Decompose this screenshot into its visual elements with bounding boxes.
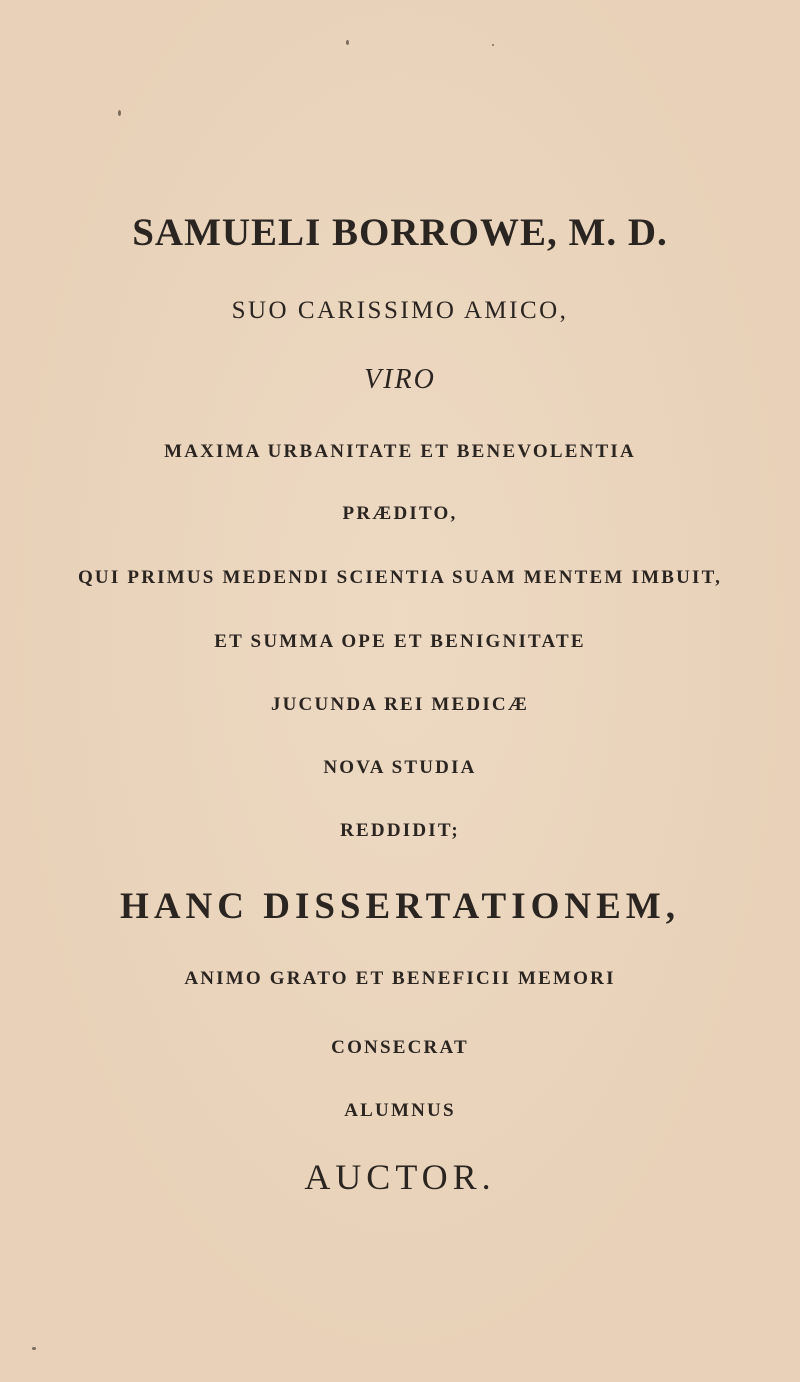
dedication-line-9: REDDIDIT; <box>340 820 460 841</box>
dedication-line-4: PRÆDITO, <box>342 503 458 524</box>
dedication-line-7: JUCUNDA REI MEDICÆ <box>270 694 530 715</box>
ink-speck <box>118 110 121 116</box>
dedication-line-1: SUO CARISSIMO AMICO, <box>231 297 569 324</box>
ink-speck <box>492 44 494 46</box>
dedication-line-10: HANC DISSERTATIONEM, <box>120 886 680 927</box>
dedication-line-13: ALUMNUS <box>344 1100 456 1121</box>
dedication-line-8: NOVA STUDIA <box>323 757 477 778</box>
ink-speck <box>32 1347 36 1350</box>
dedication-line-5: QUI PRIMUS MEDENDI SCIENTIA SUAM MENTEM IMBUIT, <box>77 567 723 588</box>
dedication-line-11: ANIMO GRATO ET BENEFICII MEMORI <box>184 968 616 989</box>
dedication-line-12: CONSECRAT <box>331 1037 469 1058</box>
dedicatee-name: SAMUELI BORROWE, M. D. <box>132 211 668 254</box>
dedication-line-6: ET SUMMA OPE ET BENIGNITATE <box>214 631 586 652</box>
dedication-line-14: AUCTOR. <box>304 1157 496 1197</box>
dedication-line-3: MAXIMA URBANITATE ET BENEVOLENTIA <box>164 441 636 462</box>
ink-speck <box>346 40 349 45</box>
dedication-line-2: VIRO <box>364 364 436 395</box>
